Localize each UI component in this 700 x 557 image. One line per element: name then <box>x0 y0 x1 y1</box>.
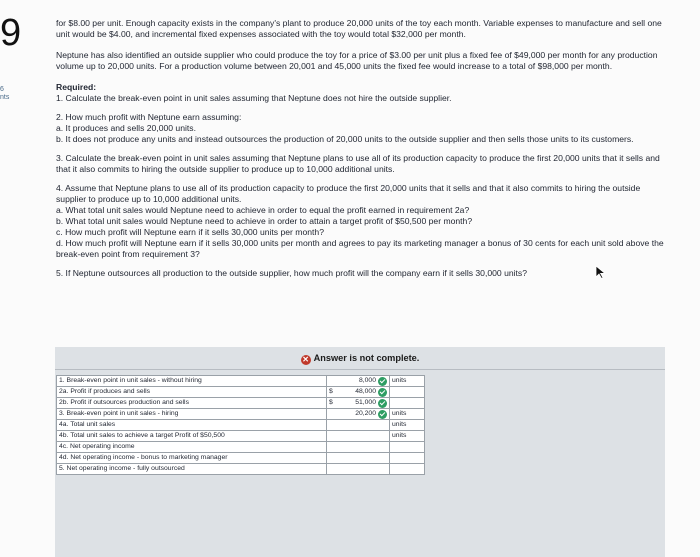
row-label: 3. Break-even point in unit sales - hiring <box>57 409 327 420</box>
table-row <box>57 442 425 453</box>
row-label: 4c. Net operating income <box>57 442 327 453</box>
requirement-4d: d. How much profit will Neptune earn if it sells 30,000 units per month and agrees to pay its marketing manager a bonus of 30 cents for each unit sold above the break-even point from requirement 3? <box>56 238 664 259</box>
row-label: 5. Net operating income - fully outsourced <box>57 464 327 475</box>
answer-input[interactable] <box>327 442 390 453</box>
table-row <box>57 409 425 420</box>
answer-table <box>56 375 425 475</box>
intro-paragraph: for $8.00 per unit. Enough capacity exists in the company's plant to produce 20,000 units of the toy each month. Variable expenses to manufacture and sell one unit would be $4.00, and incremental fixed expenses associated with the toy would total $32,000 per month. <box>56 18 662 39</box>
unit-label <box>390 398 425 409</box>
table-row <box>57 420 425 431</box>
points-value: 6 <box>0 86 4 93</box>
supplier-paragraph: Neptune has also identified an outside supplier who could produce the toy for a price of $3.00 per unit plus a fixed fee of $49,000 per month for any production volume up to 20,000 units. For a production volume between 20,001 and 45,000 units the fixed fee would increase to a total of $98,000 per month. <box>56 50 658 71</box>
requirement-4: 4. Assume that Neptune plans to use all of its production capacity to produce the first 20,000 units that it sells and that it also commits to hiring the outside supplier to produce up to 10,000 additional units. <box>56 183 641 204</box>
table-row <box>57 464 425 475</box>
correct-check-icon <box>378 388 387 397</box>
correct-check-icon <box>378 377 387 386</box>
answer-status-text: Answer is not complete. <box>313 353 420 363</box>
unit-label: units <box>390 420 425 431</box>
answer-input[interactable] <box>327 464 390 475</box>
unit-label <box>390 453 425 464</box>
correct-check-icon <box>378 410 387 419</box>
requirement-1: 1. Calculate the break-even point in unit sales assuming that Neptune does not hire the outside supplier. <box>56 93 452 103</box>
requirement-4c: c. How much profit will Neptune earn if it sells 30,000 units per month? <box>56 227 324 237</box>
row-label: 4d. Net operating income - bonus to marketing manager <box>57 453 327 464</box>
row-label: 4b. Total unit sales to achieve a target Profit of $50,500 <box>57 431 327 442</box>
correct-check-icon <box>378 399 387 408</box>
answer-input[interactable] <box>327 453 390 464</box>
requirement-4a: a. What total unit sales would Neptune need to achieve in order to equal the profit earned in requirement 2a? <box>56 205 470 215</box>
table-row <box>57 387 425 398</box>
answer-input[interactable]: 20,200 <box>327 409 390 420</box>
row-label: 2a. Profit if produces and sells <box>57 387 327 398</box>
unit-label <box>390 464 425 475</box>
table-row <box>57 431 425 442</box>
answer-status-banner <box>55 353 665 365</box>
unit-label: units <box>390 409 425 420</box>
unit-label <box>390 442 425 453</box>
points-unit: nts <box>0 93 10 101</box>
answer-input[interactable]: $ 51,000 <box>327 398 390 409</box>
row-label: 1. Break-even point in unit sales - without hiring <box>57 376 327 387</box>
row-label: 2b. Profit if outsources production and sells <box>57 398 327 409</box>
answer-input[interactable]: 8,000 <box>327 376 390 387</box>
answer-input[interactable] <box>327 420 390 431</box>
table-row <box>57 398 425 409</box>
table-row <box>57 376 425 387</box>
requirement-2b: b. It does not produce any units and instead outsources the production of 20,000 units to the outside supplier and then sells those units to its customers. <box>56 134 634 144</box>
requirement-4b: b. What total unit sales would Neptune need to achieve in order to attain a target profit of $50,500 per month? <box>56 216 473 226</box>
incomplete-x-icon: ✕ <box>302 355 309 364</box>
row-label: 4a. Total unit sales <box>57 420 327 431</box>
question-number: 9 <box>0 12 22 54</box>
answer-input[interactable]: $ 48,000 <box>327 387 390 398</box>
points-label <box>0 86 9 101</box>
answer-input[interactable] <box>327 431 390 442</box>
unit-label: units <box>390 431 425 442</box>
unit-label <box>390 387 425 398</box>
requirement-3: 3. Calculate the break-even point in unit sales assuming that Neptune plans to use all of its production capacity to produce the first 20,000 units that it sells and that it also commits to hiring the outside supplier to produce up to 10,000 additional units. <box>56 153 660 174</box>
table-row <box>57 453 425 464</box>
answer-panel <box>55 347 665 557</box>
unit-label: units <box>390 376 425 387</box>
requirement-2a: a. It produces and sells 20,000 units. <box>56 123 196 133</box>
divider <box>55 369 665 370</box>
requirement-2: 2. How much profit with Neptune earn assuming: <box>56 112 242 122</box>
required-heading: Required: <box>56 82 97 92</box>
requirement-5: 5. If Neptune outsources all production to the outside supplier, how much profit will the company earn if it sells 30,000 units? <box>56 268 528 278</box>
question-text <box>56 18 664 279</box>
mouse-cursor-icon <box>595 265 607 279</box>
